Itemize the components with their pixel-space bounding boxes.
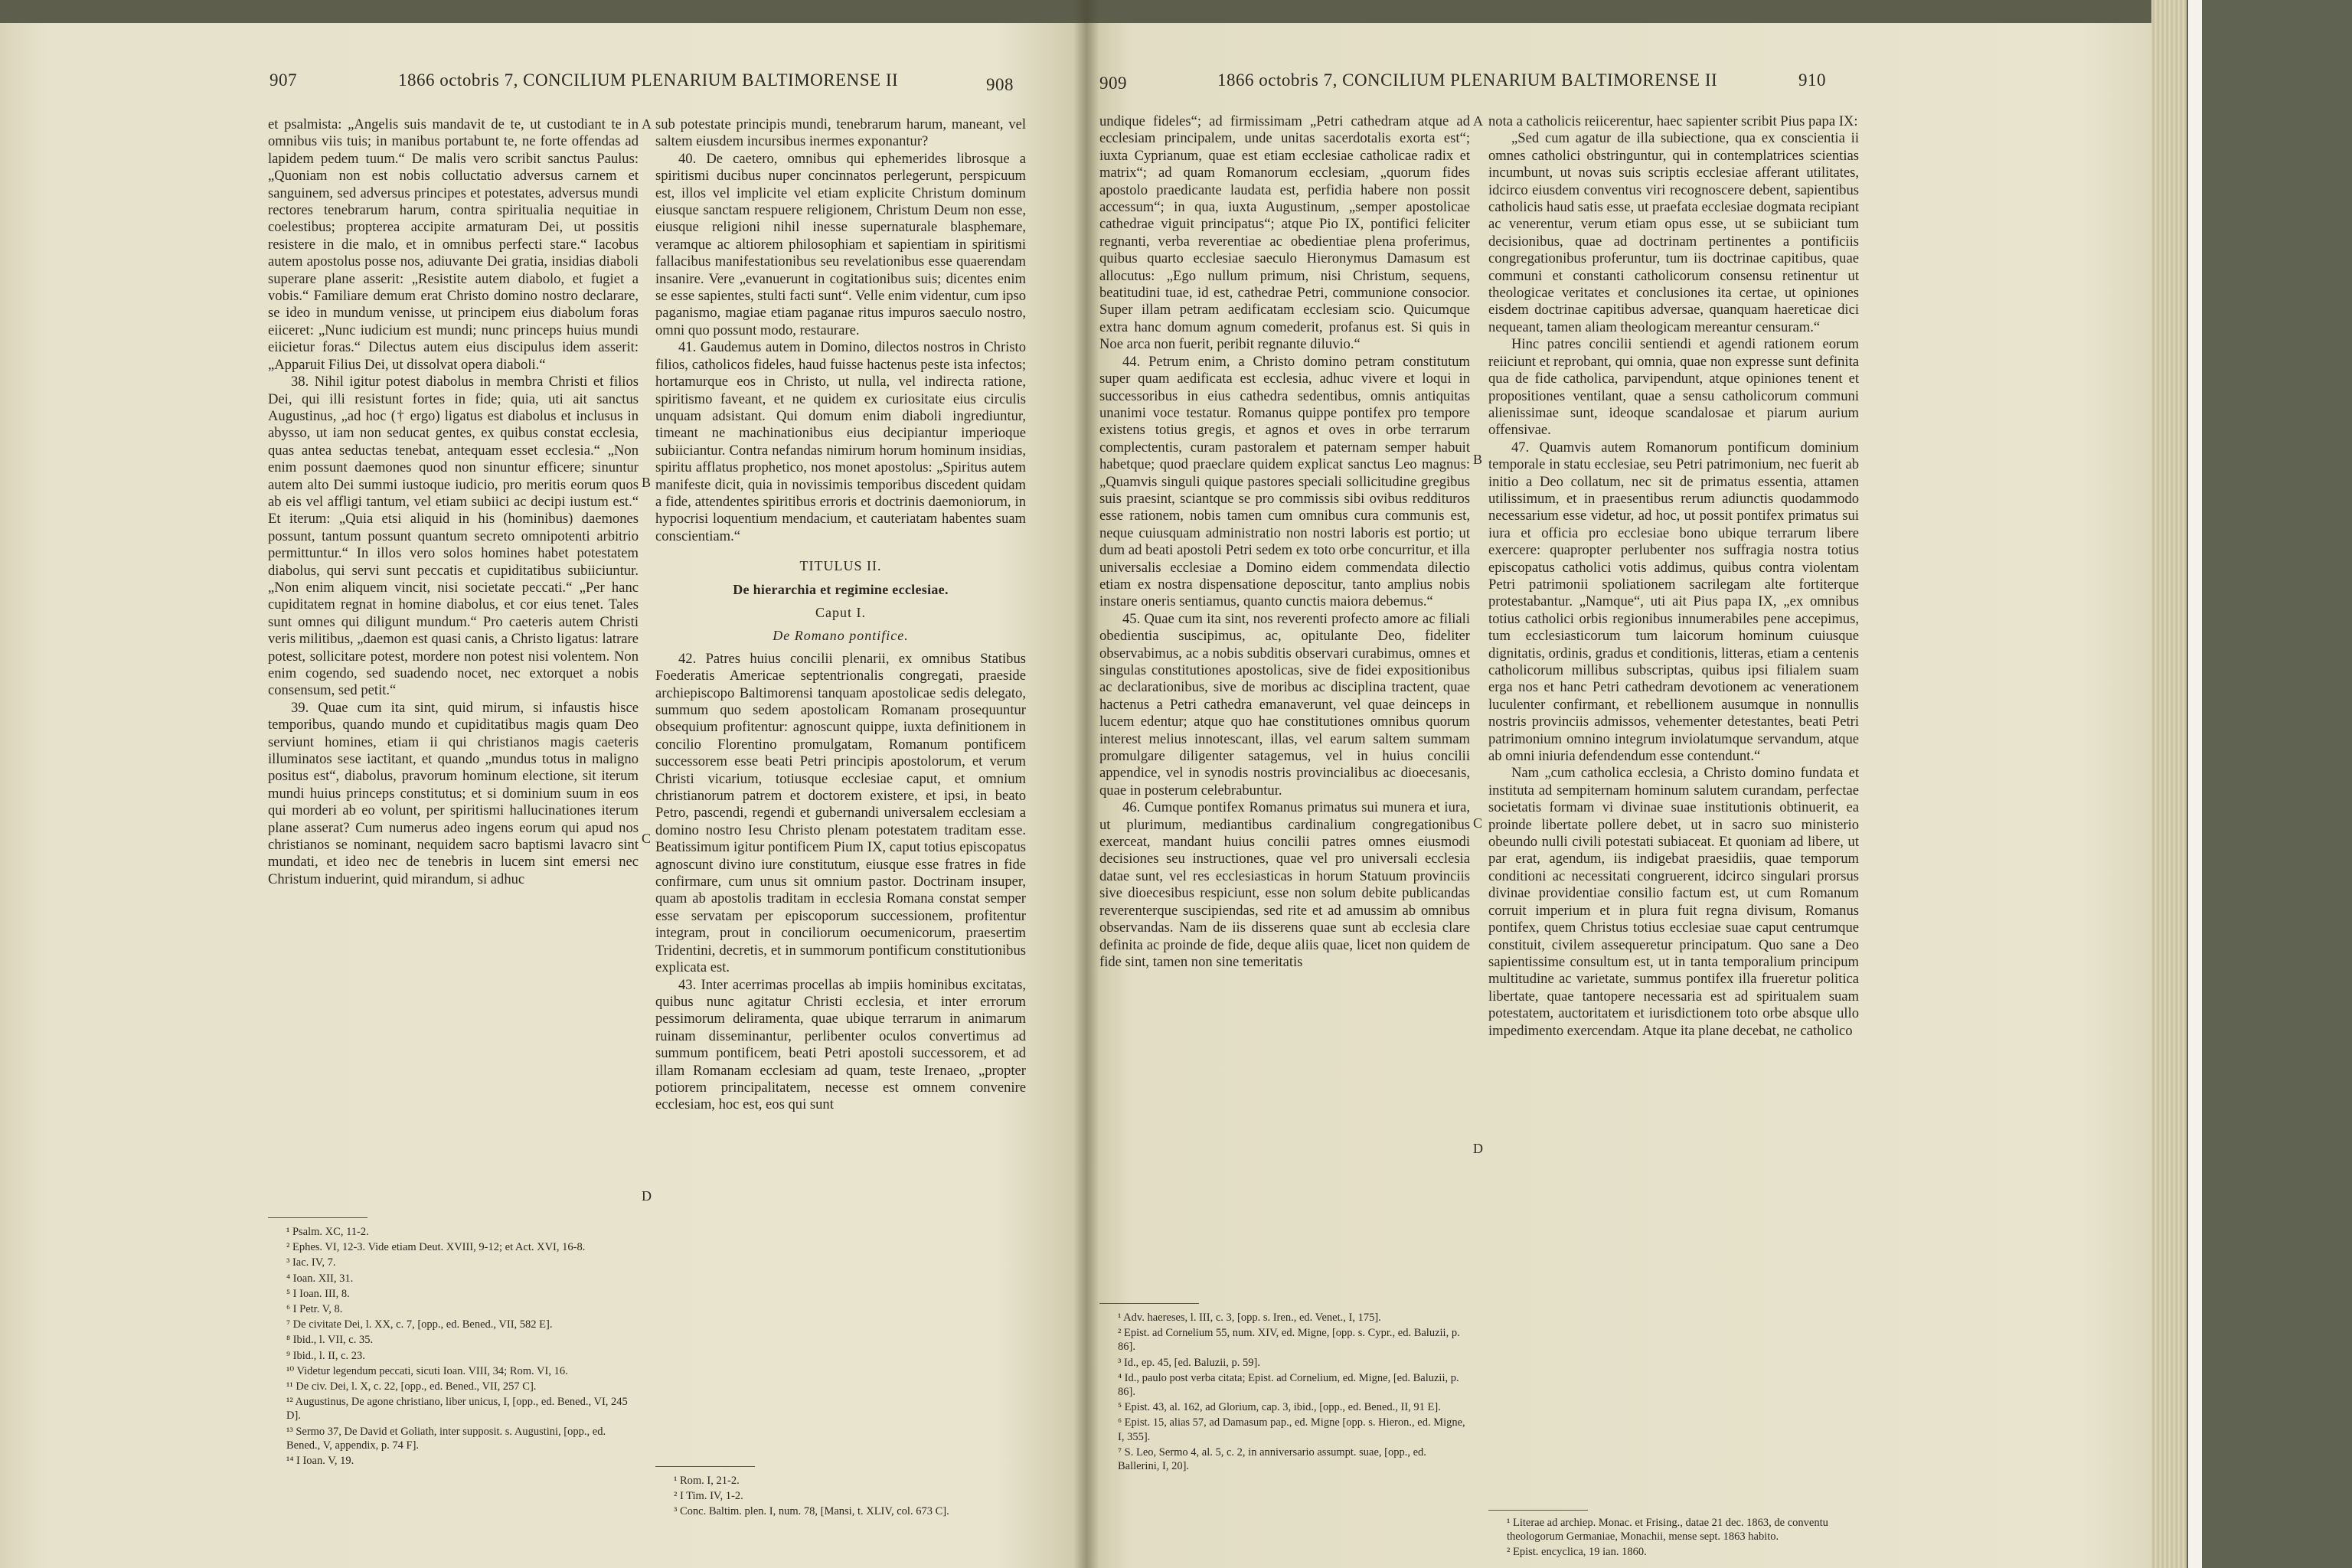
page-number-909: 909 (1099, 74, 1127, 93)
footnote: ² Ephes. VI, 12-3. Vide etiam Deut. XVIII, 9-12; et Act. XVI, 16-8. (286, 1241, 586, 1254)
footnote: ¹ Rom. I, 21-2. (674, 1475, 740, 1487)
footnote: ² Epist. ad Cornelium 55, num. XIV, ed. Migne, [opp. s. Cypr., ed. Baluzii, p. 86]. (1118, 1327, 1460, 1354)
footnote-separator (655, 1466, 755, 1467)
paragraph-43: 43. Inter acerrimas procellas ab impiis hominibus excitatas, quibus nunc agitatur Christi ecclesia, et inter errorum pessimorum deliramenta, quae ubique terrarum in animarum ruinam disseminantur, perlibenter oculos convertimus ad summum pontificem, beati Petri apostoli successorem, et ad illam Romanam ecclesiam ad quam, teste Irenaeo, „propter potiorem principalitatem, necesse est omnem convenire ecclesiam, hoc est, eos qui sunt (655, 976, 1026, 1113)
left-column-1 (268, 116, 639, 888)
paragraph-continued: nota a catholicis reiicerentur, haec sapienter scribit Pius papa IX: (1488, 113, 1858, 129)
right-column-2 (1488, 113, 1859, 1040)
footnote: ³ Conc. Baltim. plen. I, num. 78, [Mansi, t. XLIV, col. 673 C]. (674, 1505, 949, 1518)
right-page (1086, 23, 2151, 1568)
footnote: ¹¹ De civ. Dei, l. X, c. 22, [opp., ed. Bened., VII, 257 C]. (286, 1380, 537, 1393)
titulus-heading: TITULUS II. (799, 558, 882, 574)
footnote: ¹⁰ Videtur legendum peccati, sicuti Ioan. VIII, 34; Rom. VI, 16. (286, 1364, 568, 1377)
paragraph-continued: sub potestate principis mundi, tenebrarum harum, maneant, vel saltem eiusdem incursibus inermes exponantur? (655, 116, 1026, 150)
paragraph-40: 40. De caetero, omnibus qui ephemerides librosque a spiritismi ducibus nuper concinnatos perlegerunt, perspicuum est, illos vel implicite vel etiam explicite Christum dominum eiusque sanctam respuere religionem, Christum Deum non esse, eiusque religioni nihil inesse supernaturale blasphemare, veramque ac altiorem philosophiam et sapientiam in spiritismi fallacibus manifestationibus seu revelationibus esse quaerendam insanire. Vere „evanuerunt in cogitationibus suis; dicentes enim se esse sapientes, stulti facti sunt“. Velle enim videntur, cum ipso paganismo, magiae etiam paganae ritus impuros saeculo nostro, omni quo possunt modo, restaurare. (655, 150, 1026, 338)
paragraph-quote-pius: „Sed cum agatur de illa subiectione, qua ex conscientia ii omnes catholici obstringuntur, qui in contemplatrices scientias incumbunt, ut novas suis scriptis ecclesiae afferant utilitates, idcirco eiusdem conventus viri recognoscere debent, sapientibus catholicis haud satis esse, ut praefata ecclesiae dogmata recipiant ac venerentur, verum etiam opus esse, ut se subiiciant tum decisionibus, quae ad doctrinam pertinentes a pontificiis congregationibus proferuntur, tum iis doctrinae capitibus, quae communi et constanti catholicorum consensu retinentur ut theologicae veritates et conclusiones ita certae, ut opiniones eisdem doctrinae capitibus adversae, quanquam haereticae dici nequeant, tamen aliam theologicam mereantur censuram.“ (1488, 130, 1859, 335)
footnote: ⁶ Epist. 15, alias 57, ad Damasum pap., ed. Migne [opp. s. Hieron., ed. Migne, I, 355]. (1118, 1416, 1465, 1443)
footnote-separator (268, 1217, 368, 1218)
paragraph-41: 41. Gaudemus autem in Domino, dilectos nostros in Christo filios, catholicos fideles, haud fuisse hactenus peste ista infectos; hortamurque eos in Christo, ut nulla, vel indirecta ratione, spiritismo faveant, et ne quidem ex curiositate eius circulis unquam adsistant. Qui domum enim diaboli ingrediuntur, timeant ne machinationibus eius decipiantur imperioque subiiciantur. Contra nefandas nimirum horum hominum insidias, spiritu afflatus prophetico, nos monet apostolus: „Spiritus autem manifeste dicit, quia in novissimis temporibus discedent quidam a fide, attendentes spiritibus erroris et doctrinis daemoniorum, in hypocrisi loquentium mendacium, et cauteriatam habentes suam conscientiam.“ (655, 339, 1026, 544)
footnote: ⁷ S. Leo, Sermo 4, al. 5, c. 2, in anniversario assumpt. suae, [opp., ed. Ballerini, I, 20]. (1118, 1446, 1426, 1473)
footnote: ¹³ Sermo 37, De David et Goliath, inter supposit. s. Augustini, [opp., ed. Bened., V, appendix, p. 74 F]. (286, 1425, 606, 1452)
paragraph-continued: undique fideles“; ad firmissimam „Petri cathedram atque ad ecclesiam principalem, unde unitas sacerdotalis exorta est“; iuxta Cyprianum, quae est etiam ecclesiae catholicae radix et matrix“; ad quam Romanorum ecclesiam, „quorum fides apostolo praedicante laudata est, perfidia habere non possit accessum“; in qua, iuxta Augustinum, „semper apostolicae cathedrae viguit principatus“; atque Pio IX, pontifici feliciter regnanti, verba reverentiae ac obedientiae plena proferimus, quibus quarto ecclesiae saeculo Hieronymus Damasum est allocutus: „Ego nullum primum, nisi Christum, sequens, beatitudini tuae, id est, cathedrae Petri, communione consocior. Super illam petram aedificatam ecclesiam scio. Quicumque extra hanc domum agnum comederit, profanus est. Si quis in Noe arca non fuerit, peribit regnante diluvio.“ (1099, 113, 1470, 353)
footnote: ² Epist. encyclica, 19 ian. 1860. (1507, 1546, 1647, 1559)
page-number-907: 907 (270, 70, 297, 90)
paragraph-39: 39. Quae cum ita sint, quid mirum, si infaustis hisce temporibus, quando mundo et cupiditatibus magis quam Deo serviunt homines, etiam ii qui christianos magis caeteris illuminatos sese iactitant, et quando „mundus totus in maligno positus est“, diabolus, pravorum hominum electione, sit iterum mundi huius princeps constitutus; et si dominium suum in eos qui morderi ab eo volunt, per spiritismi hallucinationes iterum plane asserat? Cum numerus adeo ingens eorum qui apud nos christianos se nominant, nequidem sacro baptismi lavacro sint mundati, et ideo nec de tenebris in lucem sint emersi nec Christum induerint, quid mirandum, si adhuc (268, 699, 639, 887)
footnote: ³ Id., ep. 45, [ed. Baluzii, p. 59]. (1118, 1356, 1260, 1369)
paragraph-38: 38. Nihil igitur potest diabolus in membra Christi et filios Dei, qui illi resistunt fortes in fide; quia, uti ait sanctus Augustinus, „ad hoc († ergo) ligatus est diabolus et inclusus in abysso, ut iam non seducat gentes, ex quibus constat ecclesia, quas antea seductas tenebat, antequam esset ecclesia.“ „Non enim possunt daemones quod non sinuntur efficere; sinuntur autem alto Dei summi iustoque iudicio, pro meritis eorum quos ab eis vel affligi tantum, vel etiam subiici ac decipi iustum est.“ Et iterum: „Quia etsi aliquid in his (hominibus) daemones possunt, tantum possunt quantum secreto omnipotenti arbitrio permittuntur.“ In illos vero solos homines habet potestatem diabolus, qui servi sunt peccatis et cupiditatibus subiiciuntur. „Non enim aliquem vincit, nisi societate peccati.“ „Per hanc cupiditatem regnat in homine diabolus, et cor eius tenet. Tales sunt omnes qui diligunt mundum.“ Pro caeteris autem Christi veris militibus, „daemon est quasi canis, a Christo ligatus: latrare potest, sollicitare potest, mordere non potest nisi volentem. Non enim cogendo, sed suadendo nocet, nec extorquet a nobis consensum, sed petit.“ (268, 374, 639, 699)
footnote: ⁹ Ibid., l. II, c. 23. (286, 1349, 365, 1362)
right-column-1 (1099, 113, 1470, 971)
footnote-separator (1488, 1510, 1588, 1511)
footnote: ⁷ De civitate Dei, l. XX, c. 7, [opp., ed. Bened., VII, 582 E]. (286, 1318, 553, 1331)
paper-bookmark (2188, 0, 2202, 1568)
right-column-2-footnotes (1488, 1516, 1859, 1561)
paragraph-hinc: Hinc patres concilii sentiendi et agendi rationem eorum reiiciunt et reprobant, qui omnia, quae non expresse sunt definita qua de fide catholica, parvipendunt, atque opiniones tenent et propositiones ventilant, quae a sensu catholicorum communi alienissimae sunt, ideoque scandalosae et piarum aurium offensivae. (1488, 336, 1859, 439)
running-title-left: 1866 octobris 7, CONCILIUM PLENARIUM BALTIMORENSE II (398, 70, 899, 90)
margin-letter-a: A (1473, 113, 1483, 129)
margin-letter-b: B (1473, 452, 1483, 467)
footnote-separator (1099, 1303, 1199, 1304)
caput-subheading: De Romano pontifice. (773, 628, 909, 644)
margin-letter-b: B (642, 475, 652, 490)
margin-letter-c: C (642, 831, 652, 846)
footnote: ⁴ Id., paulo post verba citata; Epist. ad Cornelium, ed. Migne, [ed. Baluzii, p. 86]. (1118, 1371, 1459, 1399)
page-number-910: 910 (1798, 70, 1826, 90)
footnote: ¹² Augustinus, De agone christiano, liber unicus, I, [opp., ed. Bened., VI, 245 D]. (286, 1396, 628, 1423)
paragraph-45: 45. Quae cum ita sint, nos reverenti profecto amore ac filiali obedientia suscipimus, ac, opitulante Deo, fideliter observabimus, ac a nobis subditis observari curabimus, omnes et singulas constitutiones apostolicas, sive de fidei expositionibus ac declarationibus, sive de moribus ac disciplina tractent, quae hactenus a Petri cathedra emanaverunt, vel quae deinceps in lucem edentur; atque quo hae constitutiones omnibus quorum interest melius innotescant, illas, vel earum saltem summam promulgare diligenter satagemus, vel in huius concilii appendice, vel in synodis nostris provincialibus ac dioecesanis, quae in posterum celebrabuntur. (1099, 610, 1470, 799)
footnote: ¹⁴ I Ioan. V, 19. (286, 1455, 354, 1468)
margin-letter-d: D (642, 1188, 652, 1204)
book-cover-edge (2187, 0, 2352, 1568)
paragraph-psalmista: et psalmista: „Angelis suis mandavit de te, ut custodiant te in omnibus viis tuis; in manibus portabunt te, ne forte offendas ad lapidem pedem tuum.“ De malis vero scribit sanctus Paulus: „Quoniam non est nobis colluctatio adversus carnem et sanguinem, sed adversus principes et potestates, adversus mundi rectores tenebrarum harum, contra spiritualia nequitiae in coelestibus; propterea accipite armaturam Dei, ut possitis resistere in die malo, et in omnibus perfecti stare.“ Iacobus autem apostolus posse nos, adiuvante Dei gratia, insidias diaboli superare plane asserit: „Resistite autem diabolo, et fugiet a vobis.“ Familiare demum erat Christo domino nostro declarare, se ideo in mundum venisse, ut principem eius diabolum foras eiiceret: „Nunc iudicium est mundi; nunc princeps huius mundi eiicietur foras.“ Dilectus autem eius discipulus idem asserit: „Apparuit Filius Dei, ut dissolvat opera diaboli.“ (268, 116, 639, 373)
paragraph-46: 46. Cumque pontifex Romanus primatus sui munera et iura, ut plurimum, mediantibus cardinalium congregationibus exerceat, mandant huius concilii patres omnes eiusmodi decisiones seu instructiones, quae vel pro universali ecclesia datae sunt, vel res ecclesiasticas in horum Statuum provinciis sive dioecesibus respiciunt, esse non solum debite publicandas reverenterque suscipiendas, sed rite et ad amussim ab omnibus observandas. Nam de iis disserens quae sunt ab ecclesia clare definita ac proinde de fide, deque aliis quae, licet non quidem de fide sint, tamen non sine temeritatis (1099, 799, 1470, 970)
footnote: ⁸ Ibid., l. VII, c. 35. (286, 1334, 374, 1347)
running-title-right: 1866 octobris 7, CONCILIUM PLENARIUM BALTIMORENSE II (1217, 70, 1718, 90)
left-column-2 (655, 116, 1026, 1114)
titulus-subheading: De hierarchia et regimine ecclesiae. (733, 581, 949, 597)
paragraph-nam: Nam „cum catholica ecclesia, a Christo domino fundata et instituta ad sempiternam hominum salutem curandam, perfectae societatis formam vi divinae suae institutionis obtinuerit, ea proinde libertate pollere debet, ut in sacro suo ministerio obeundo nulli civili potestati subiaceat. Et quoniam ad libere, ut par erat, agendum, iis indigebat praesidiis, quae temporum conditioni ac necessitati congruerent, idcirco singulari prorsus divinae providentiae consilio factum est, ut cum Romanum corruit imperium et in plura fuit regna divisum, Romanus pontifex, quem Christus totius ecclesiae suae caput centrumque constituit, civilem assequeretur principatum. Quo sane a Deo sapientissime consultum est, ut in tanta temporalium principum multitudine ac varietate, summus pontifex illa frueretur politica libertate, quae tantopere necessaria est ad spiritualem suam potestatem, auctoritatem et iurisdictionem toto orbe absque ullo impedimento exercendam. Atque ita plane decebat, ne catholico (1488, 765, 1859, 1039)
paragraph-47: 47. Quamvis autem Romanorum pontificum dominium temporale in statu ecclesiae, seu Petri patrimonium, nec fuerit ab initio a Deo collatum, nec sit de primatus essentia, attamen utilissimum, et in praesentibus rerum adiunctis quodammodo necessarium esse videtur, ad hoc, ut possit pontifex primatus sui iura et officia pro ecclesiae bono ubique terrarum libere exercere: quapropter perlubenter nos suffragia nostra totius episcopatus catholici votis addimus, quibus contra violentam Petri patrimonii spoliationem sacrilegam alte fortiterque protestabantur. „Namque“, uti ait Pius papa IX, „ex omnibus totius catholici orbis regionibus innumerabiles pene accepimus, tum ecclesiasticorum tum laicorum hominum cuiusque dignitatis, ordinis, gradus et conditionis, litteras, etiam a centenis catholicorum millibus subscriptas, quibus ipsi filialem suam erga nos et hanc Petri cathedram devotionem ac venerationem luculenter confirmant, et rebellionem ausumque in nonnullis nostris provinciis admissos, vehementer detestantes, beati Petri patrimonium omnino integrum inviolatumque servandum, atque ab omni iniuria defendendum esse contendunt.“ (1488, 439, 1859, 765)
page-number-908: 908 (986, 75, 1014, 94)
margin-letter-d: D (1473, 1141, 1483, 1156)
caput-heading: Caput I. (815, 604, 866, 620)
page-edges (2151, 0, 2187, 1568)
footnote: ⁵ I Ioan. III, 8. (286, 1287, 350, 1300)
right-column-1-footnotes (1099, 1311, 1470, 1475)
footnote: ³ Iac. IV, 7. (286, 1256, 336, 1269)
left-column-2-footnotes (655, 1474, 1026, 1521)
footnote: ⁵ Epist. 43, al. 162, ad Glorium, cap. 3, ibid., [opp., ed. Bened., II, 91 E]. (1118, 1401, 1441, 1414)
footnote: ² I Tim. IV, 1-2. (674, 1490, 743, 1503)
footnote: ⁴ Ioan. XII, 31. (286, 1272, 354, 1285)
paragraph-42: 42. Patres huius concilii plenarii, ex omnibus Statibus Foederatis Americae septentrionalis congregati, praeside archiepiscopo Baltimorensi tanquam apostolicae sedis delegato, summum quo sedem apostolicam Romanam prosequuntur obsequium profitentur: agnoscunt quippe, iuxta definitionem in concilio Florentino promulgatam, Romanum pontificem successorem esse beati Petri principis apostolorum, et verum Christi vicarium, totiusque ecclesiae caput, et omnium christianorum patrem et doctorem existere, et ipsi, in beato Petro, pascendi, regendi et gubernandi universalem ecclesiam a domino nostro Iesu Christo plenam potestatem traditam esse. Beatissimum igitur pontificem Pium IX, caput totius episcopatus agnoscunt divino iure constitutum, eiusque esse fratres in fide confirmare, cum unus sit omnium pastor. Doctrinam insuper, quam ab apostolis traditam in ecclesia Romana constat semper esse servatam per episcoporum successionem, profitentur integram, prout in conciliorum oecumenicorum, praesertim Tridentini, decretis, et in summorum pontificum constitutionibus explicata est. (655, 650, 1026, 976)
left-column-1-footnotes (268, 1225, 639, 1469)
left-page (0, 23, 1086, 1568)
footnote: ⁶ I Petr. V, 8. (286, 1303, 343, 1316)
margin-letter-a: A (642, 116, 652, 132)
book-gutter (1073, 0, 1099, 1568)
footnote: ¹ Psalm. XC, 11-2. (286, 1226, 369, 1238)
paragraph-44: 44. Petrum enim, a Christo domino petram constitutum super quam aedificata est ecclesia, adhuc vivere et loqui in successoribus in eius cathedra sedentibus, omnis antiquitas unanimi voce testatur. Romanus quippe pontifex pro tempore existens totius gregis, et agnos et oves in orbe terrarum complectentis, curam pastoralem et paternam semper habuit habetque; quod praeclare quidem explicat sanctus Leo magnus: „Quamvis singuli quique pastores speciali sollicitudine gregibus suis praesint, sciantque se pro commissis sibi ovibus reddituros esse rationem, nobis tamen cum omnibus cura communis est, neque cuiusquam administratio non nostri laboris est portio; ut dum ad beati apostoli Petri sedem ex toto orbe concurritur, et illa universalis ecclesiae a Domino eidem commendata dilectio etiam ex nostra dispensatione deposcitur, tanto amplius nobis instare oneris sentiamus, quanto cunctis maiora debemus.“ (1099, 353, 1470, 610)
margin-letter-c: C (1473, 815, 1483, 831)
footnote: ¹ Literae ad archiep. Monac. et Frising., datae 21 dec. 1863, de conventu theologorum Germaniae, Monachii, mense sept. 1863 habito. (1507, 1517, 1828, 1544)
footnote: ¹ Adv. haereses, l. III, c. 3, [opp. s. Iren., ed. Venet., I, 175]. (1118, 1312, 1381, 1324)
